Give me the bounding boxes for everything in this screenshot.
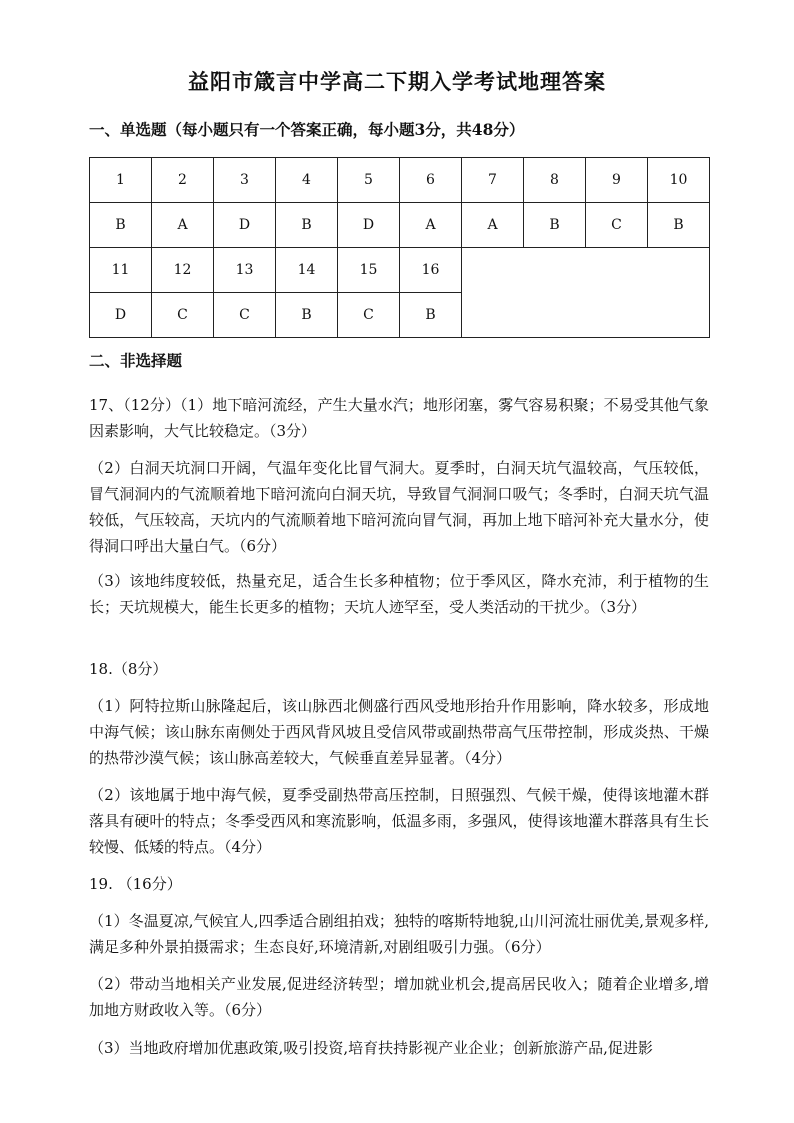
section1-heading: 一、单选题（每小题只有一个答案正确，每小题3分，共48分） [89,120,525,139]
answer-cell: C [338,293,400,338]
page-title: 益阳市箴言中学高二下期入学考试地理答案 [188,69,606,94]
answer-cell: D [214,203,276,248]
q17-part1: 17、（12分）（1）地下暗河流经，产生大量水汽；地形闭塞，雾气容易积聚；不易受其他气象因素影响，大气比较稳定。（3分） [89,396,709,440]
answer-cell: D [338,203,400,248]
question-number: 10 [648,158,710,203]
q19-part1: （1）冬温夏凉,气候宜人,四季适合剧组拍戏；独特的喀斯特地貌,山川河流壮丽优美,景观多样,满足多种外景拍摄需求；生态良好,环境清新,对剧组吸引力强。（6分） [89,912,709,956]
q19-heading: 19. （16分） [89,875,182,893]
answer-cell: B [524,203,586,248]
question-number: 16 [400,248,462,293]
answer-cell: A [400,203,462,248]
q17-part2: （2）白洞天坑洞口开阔，气温年变化比冒气洞大。夏季时，白洞天坑气温较高，气压较低，冒气洞洞内的气流顺着地下暗河流向白洞天坑，导致冒气洞洞口吸气；冬季时，白洞天坑气温较低，气压较高，天坑内的气流顺着地下暗河流向冒气洞，再加上地下暗河补充大量水分，使得洞口呼出大量白气。（6分） [89,459,709,555]
q18-heading: 18.（8分） [89,660,168,678]
q18-part1: （1）阿特拉斯山脉隆起后，该山脉西北侧盛行西风受地形抬升作用影响，降水较多，形成地中海气候；该山脉东南侧处于西风背风坡且受信风带或副热带高气压带控制，形成炎热、干燥的热带沙漠气候；该山脉高差较大，气候垂直差异显著。（4分） [89,697,709,767]
question-number: 7 [462,158,524,203]
answer-cell: A [462,203,524,248]
question-number: 14 [276,248,338,293]
answer-table [89,157,710,338]
question-number: 5 [338,158,400,203]
answer-cell: A [152,203,214,248]
question-number: 13 [214,248,276,293]
section2-heading: 二、非选择题 [89,351,183,370]
q18-part2: （2）该地属于地中海气候，夏季受副热带高压控制，日照强烈、气候干燥，使得该地灌木群落具有硬叶的特点；冬季受西风和寒流影响，低温多雨，多强风，使得该地灌木群落具有生长较慢、低矮的特点。（4分） [89,786,709,856]
question-number: 2 [152,158,214,203]
answer-cell: B [276,293,338,338]
q17-part3: （3）该地纬度较低，热量充足，适合生长多种植物；位于季风区，降水充沛，利于植物的生长；天坑规模大，能生长更多的植物；天坑人迹罕至，受人类活动的干扰少。（3分） [89,572,709,616]
table-row [90,158,710,203]
question-number: 9 [586,158,648,203]
question-number: 6 [400,158,462,203]
answer-cell: C [214,293,276,338]
empty-cell [462,248,710,338]
q19-part2: （2）带动当地相关产业发展,促进经济转型；增加就业机会,提高居民收入；随着企业增多,增加地方财政收入等。（6分） [89,975,709,1019]
answer-cell: B [400,293,462,338]
question-number: 8 [524,158,586,203]
q19-part3: （3）当地政府增加优惠政策,吸引投资,培育扶持影视产业企业；创新旅游产品,促进影 [89,1039,653,1057]
answer-cell: B [276,203,338,248]
question-number: 1 [90,158,152,203]
table-row [90,203,710,248]
question-number: 4 [276,158,338,203]
answer-cell: B [648,203,710,248]
question-number: 3 [214,158,276,203]
question-number: 12 [152,248,214,293]
answer-cell: C [152,293,214,338]
answer-cell: C [586,203,648,248]
answer-cell: D [90,293,152,338]
answer-cell: B [90,203,152,248]
question-number: 15 [338,248,400,293]
table-row [90,248,710,293]
question-number: 11 [90,248,152,293]
